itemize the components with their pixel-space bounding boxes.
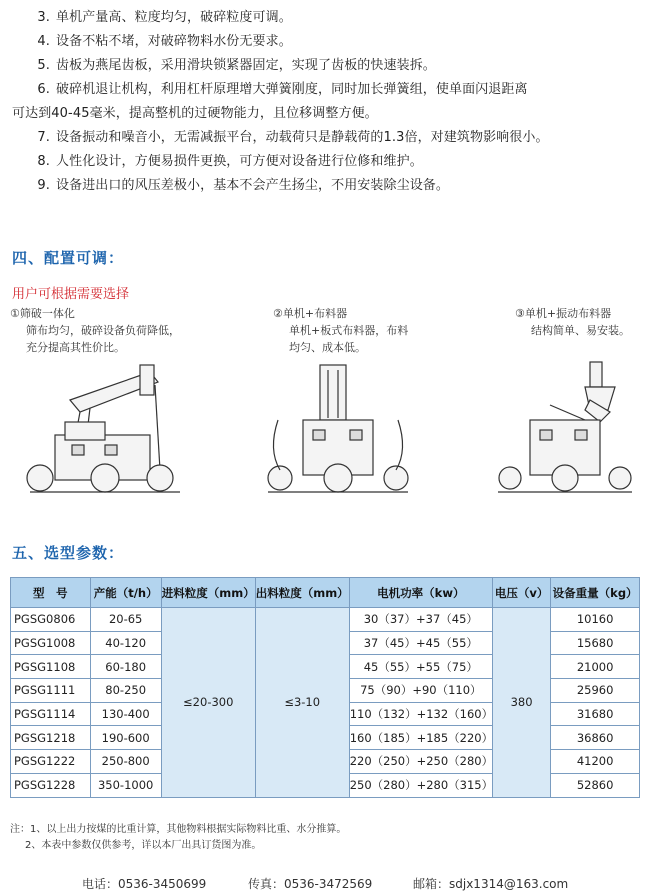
cell-weight: 10160 bbox=[551, 608, 640, 632]
cell-capacity: 20-65 bbox=[90, 608, 161, 632]
cell-model: PGSG1222 bbox=[11, 750, 91, 774]
table-row bbox=[11, 608, 640, 632]
cell-power: 37（45）+45（55） bbox=[349, 631, 492, 655]
cell-capacity: 130-400 bbox=[90, 702, 161, 726]
cell-capacity: 80-250 bbox=[90, 679, 161, 703]
header-feed-size: 进料粒度（mm） bbox=[161, 578, 255, 608]
cell-power: 30（37）+37（45） bbox=[349, 608, 492, 632]
note-2: 2、本表中参数仅供参考，详以本厂出具订货图为准。 bbox=[25, 840, 262, 851]
config-option-desc: 单机+板式布料器，布料 bbox=[289, 324, 409, 337]
feature-list bbox=[12, 6, 642, 198]
cell-model: PGSG0806 bbox=[11, 608, 91, 632]
footer-fax: 传真：0536-3472569 bbox=[248, 877, 373, 891]
cell-capacity: 40-120 bbox=[90, 631, 161, 655]
footer-email: 邮箱：sdjx1314@163.com bbox=[413, 877, 569, 891]
section-title-config: 四、配置可调： bbox=[12, 249, 125, 267]
crusher-with-vibrating-feeder-illustration bbox=[490, 360, 640, 510]
cell-weight: 25960 bbox=[551, 679, 640, 703]
config-option-1 bbox=[10, 305, 180, 356]
cell-power: 220（250）+250（280） bbox=[349, 750, 492, 774]
cell-voltage: 380 bbox=[492, 608, 550, 798]
feature-item: 8. 人性化设计，方便易损件更换，可方便对设备进行位修和维护。 bbox=[37, 154, 423, 169]
cell-feed-size: ≤20-300 bbox=[161, 608, 255, 798]
cell-capacity: 60-180 bbox=[90, 655, 161, 679]
cell-model: PGSG1108 bbox=[11, 655, 91, 679]
header-output-size: 出料粒度（mm） bbox=[255, 578, 349, 608]
cell-model: PGSG1228 bbox=[11, 773, 91, 797]
cell-output-size: ≤3-10 bbox=[255, 608, 349, 798]
cell-weight: 52860 bbox=[551, 773, 640, 797]
cell-weight: 21000 bbox=[551, 655, 640, 679]
header-model: 型 号 bbox=[11, 578, 91, 608]
feature-item: 7. 设备振动和噪音小，无需减振平台，动载荷只是静载荷的1.3倍，对建筑物影响很小。 bbox=[37, 130, 549, 145]
cell-weight: 15680 bbox=[551, 631, 640, 655]
config-option-3 bbox=[515, 305, 630, 339]
cell-power: 160（185）+185（220） bbox=[349, 726, 492, 750]
header-capacity: 产能（t/h） bbox=[90, 578, 161, 608]
cell-capacity: 250-800 bbox=[90, 750, 161, 774]
spec-table bbox=[10, 577, 640, 798]
config-subtitle: 用户可根据需要选择 bbox=[12, 287, 130, 302]
config-option-head: ②单机+布料器 bbox=[273, 307, 348, 320]
feature-item: 6. 破碎机退让机构，利用杠杆原理增大弹簧刚度，同时加长弹簧组，使单面闪退距离 bbox=[37, 82, 528, 97]
cell-capacity: 350-1000 bbox=[90, 773, 161, 797]
config-option-head: ③单机+振动布料器 bbox=[515, 307, 612, 320]
feature-item: 4. 设备不粘不堵，对破碎物料水份无要求。 bbox=[37, 34, 292, 49]
config-option-desc: 筛布均匀，破碎设备负荷降低， bbox=[26, 324, 180, 337]
cell-power: 250（280）+280（315） bbox=[349, 773, 492, 797]
table-header-row bbox=[11, 578, 640, 608]
cell-weight: 36860 bbox=[551, 726, 640, 750]
feature-item: 5. 齿板为燕尾齿板，采用滑块锁紧器固定，实现了齿板的快速装拆。 bbox=[37, 58, 436, 73]
config-option-desc: 结构简单、易安装。 bbox=[531, 324, 630, 337]
table-notes bbox=[10, 822, 346, 854]
cell-weight: 31680 bbox=[551, 702, 640, 726]
section-title-specs: 五、选型参数： bbox=[12, 544, 125, 562]
crusher-with-screen-illustration bbox=[10, 360, 200, 510]
config-option-head: ①筛破一体化 bbox=[10, 307, 75, 320]
header-motor-power: 电机功率（kw） bbox=[349, 578, 492, 608]
config-options bbox=[10, 305, 640, 515]
header-weight: 设备重量（kg） bbox=[551, 578, 640, 608]
config-option-2 bbox=[273, 305, 408, 356]
footer-phone: 电话：0536-3450699 bbox=[82, 877, 207, 891]
config-option-desc: 均匀、成本低。 bbox=[289, 341, 366, 354]
cell-power: 75（90）+90（110） bbox=[349, 679, 492, 703]
feature-item-continuation: 可达到40-45毫米，提高整机的过硬物能力，且位移调整方便。 bbox=[12, 106, 378, 121]
cell-power: 110（132）+132（160） bbox=[349, 702, 492, 726]
feature-item: 9. 设备进出口的风压差极小，基本不会产生扬尘，不用安装除尘设备。 bbox=[37, 178, 450, 193]
cell-model: PGSG1008 bbox=[11, 631, 91, 655]
cell-weight: 41200 bbox=[551, 750, 640, 774]
cell-model: PGSG1218 bbox=[11, 726, 91, 750]
feature-item: 3. 单机产量高、粒度均匀，破碎粒度可调。 bbox=[37, 10, 292, 25]
header-voltage: 电压（v） bbox=[492, 578, 550, 608]
cell-model: PGSG1111 bbox=[11, 679, 91, 703]
cell-model: PGSG1114 bbox=[11, 702, 91, 726]
cell-power: 45（55）+55（75） bbox=[349, 655, 492, 679]
config-option-desc: 充分提高其性价比。 bbox=[26, 341, 125, 354]
crusher-with-plate-feeder-illustration bbox=[258, 360, 418, 510]
cell-capacity: 190-600 bbox=[90, 726, 161, 750]
note-1: 注：1、以上出力按煤的比重计算，其他物料根据实际物料比重、水分推算。 bbox=[10, 824, 347, 835]
